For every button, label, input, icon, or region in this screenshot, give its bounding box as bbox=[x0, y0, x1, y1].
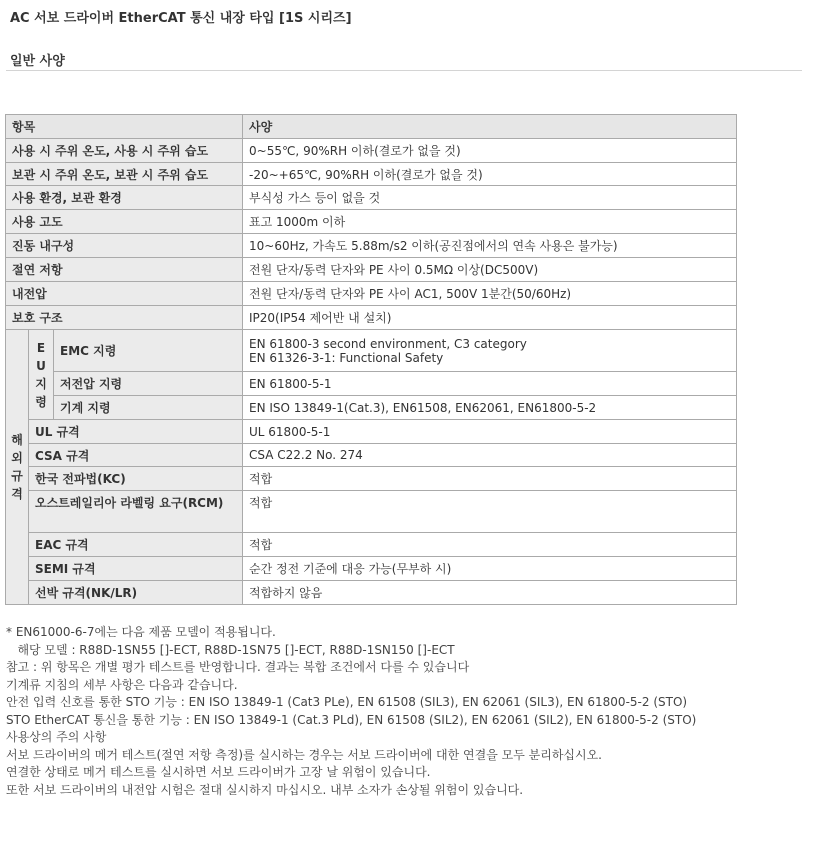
table-row bbox=[6, 163, 737, 186]
row-key: 보호 구조 bbox=[6, 306, 243, 330]
value-line: EN 61800-3 second environment, C3 category bbox=[249, 336, 527, 351]
table-row bbox=[6, 420, 737, 444]
table-header-row bbox=[6, 115, 737, 139]
row-key: 내전압 bbox=[6, 282, 243, 306]
note-line: 안전 입력 신호를 통한 STO 기능 : EN ISO 13849-1 (Cat3 PLe), EN 61508 (SIL3), EN 62061 (SIL3), EN 61800-5-2 (STO) bbox=[6, 695, 688, 709]
row-key: 선박 규격(NK/LR) bbox=[29, 581, 243, 605]
vertical-char: 령 bbox=[35, 394, 47, 409]
table-row bbox=[6, 210, 737, 234]
row-value: 적합 bbox=[243, 533, 737, 557]
note-line: * EN61000-6-7에는 다음 제품 모델이 적용됩니다. bbox=[6, 625, 276, 639]
header-spec: 사양 bbox=[243, 115, 737, 139]
row-value: 10~60Hz, 가속도 5.88m/s2 이하(공진점에서의 연속 사용은 불가능) bbox=[243, 234, 737, 258]
row-key: CSA 규격 bbox=[29, 444, 243, 467]
table-row bbox=[6, 282, 737, 306]
row-value: 표고 1000m 이하 bbox=[243, 210, 737, 234]
vertical-char: E bbox=[36, 340, 46, 355]
note-line: 서보 드라이버의 메거 테스트(절연 저항 측정)를 실시하는 경우는 서보 드라이버에 대한 연결을 모두 분리하십시오. bbox=[6, 747, 603, 762]
row-value: 적합하지 않음 bbox=[243, 581, 737, 605]
note-line: 사용상의 주의 사항 bbox=[6, 730, 107, 744]
row-value: 적합 bbox=[243, 491, 737, 533]
row-key: 절연 저항 bbox=[6, 258, 243, 282]
value-line: EN 61326-3-1: Functional Safety bbox=[249, 350, 444, 365]
table-row bbox=[6, 444, 737, 467]
row-key: 사용 환경, 보관 환경 bbox=[6, 186, 243, 210]
row-key: 저전압 지령 bbox=[54, 372, 243, 396]
row-value: CSA C22.2 No. 274 bbox=[243, 444, 737, 467]
row-key: 진동 내구성 bbox=[6, 234, 243, 258]
table-row bbox=[6, 258, 737, 282]
note-line: 기계류 지침의 세부 사항은 다음과 같습니다. bbox=[6, 677, 238, 692]
note-line: 또한 서보 드라이버의 내전압 시험은 절대 실시하지 마십시오. 내부 소자가 손상될 위험이 있습니다. bbox=[6, 782, 524, 797]
table-row bbox=[6, 186, 737, 210]
table-row bbox=[6, 139, 737, 163]
vertical-char: U bbox=[36, 358, 46, 373]
vertical-char: 해 bbox=[11, 433, 23, 447]
row-key: EAC 규격 bbox=[29, 533, 243, 557]
overseas-standards-label bbox=[6, 330, 29, 605]
spec-table bbox=[5, 114, 737, 605]
vertical-char: 지 bbox=[35, 376, 47, 391]
table-row bbox=[6, 330, 737, 372]
page-title: AC 서보 드라이버 EtherCAT 통신 내장 타입 [1S 시리즈] bbox=[10, 11, 352, 26]
vertical-char: 격 bbox=[11, 487, 23, 501]
row-value: 적합 bbox=[243, 467, 737, 491]
section-title: 일반 사양 bbox=[10, 54, 65, 69]
header-item: 항목 bbox=[6, 115, 243, 139]
row-value: 전원 단자/동력 단자와 PE 사이 AC1, 500V 1분간(50/60Hz) bbox=[243, 282, 737, 306]
row-value: 순간 정전 기준에 대응 가능(무부하 시) bbox=[243, 557, 737, 581]
note-line: 해당 모델 : R88D-1SN55 []-ECT, R88D-1SN75 []-ECT, R88D-1SN150 []-ECT bbox=[6, 642, 455, 657]
row-value: EN 61800-5-1 bbox=[243, 372, 737, 396]
table-row bbox=[6, 467, 737, 491]
eu-directive-label bbox=[29, 330, 54, 420]
row-value: EN ISO 13849-1(Cat.3), EN61508, EN62061, EN61800-5-2 bbox=[243, 396, 737, 420]
row-value: 부식성 가스 등이 없을 것 bbox=[243, 186, 737, 210]
note-line: STO EtherCAT 통신을 통한 기능 : EN ISO 13849-1 (Cat.3 PLd), EN 61508 (SIL2), EN 62061 (SIL2), EN 61800-5-2 (STO) bbox=[6, 712, 697, 727]
note-line: 참고 : 위 항목은 개별 평가 테스트를 반영합니다. 결과는 복합 조건에서 다를 수 있습니다 bbox=[6, 660, 470, 674]
row-key: SEMI 규격 bbox=[29, 557, 243, 581]
row-value: -20~+65℃, 90%RH 이하(결로가 없을 것) bbox=[243, 163, 737, 186]
notes-section bbox=[6, 624, 806, 799]
row-value: UL 61800-5-1 bbox=[243, 420, 737, 444]
row-key: 보관 시 주위 온도, 보관 시 주위 습도 bbox=[6, 163, 243, 186]
table-row bbox=[6, 533, 737, 557]
note-line: 연결한 상태로 메거 테스트를 실시하면 서보 드라이버가 고장 날 위험이 있습니다. bbox=[6, 765, 431, 779]
row-value: 0~55℃, 90%RH 이하(결로가 없을 것) bbox=[243, 139, 737, 163]
row-value bbox=[243, 330, 737, 372]
row-key: UL 규격 bbox=[29, 420, 243, 444]
row-key: 사용 시 주위 온도, 사용 시 주위 습도 bbox=[6, 139, 243, 163]
row-value: 전원 단자/동력 단자와 PE 사이 0.5MΩ 이상(DC500V) bbox=[243, 258, 737, 282]
row-key: 오스트레일리아 라벨링 요구(RCM) bbox=[29, 491, 243, 533]
row-key: 한국 전파법(KC) bbox=[29, 467, 243, 491]
vertical-char: 외 bbox=[11, 451, 23, 465]
row-key: EMC 지령 bbox=[54, 330, 243, 372]
row-key: 기계 지령 bbox=[54, 396, 243, 420]
table-row bbox=[6, 491, 737, 533]
row-value: IP20(IP54 제어반 내 설치) bbox=[243, 306, 737, 330]
vertical-char: 규 bbox=[11, 469, 23, 483]
table-row bbox=[6, 372, 737, 396]
table-row bbox=[6, 306, 737, 330]
section-divider bbox=[6, 70, 802, 71]
table-row bbox=[6, 396, 737, 420]
row-key: 사용 고도 bbox=[6, 210, 243, 234]
table-row bbox=[6, 557, 737, 581]
table-row bbox=[6, 581, 737, 605]
table-row bbox=[6, 234, 737, 258]
